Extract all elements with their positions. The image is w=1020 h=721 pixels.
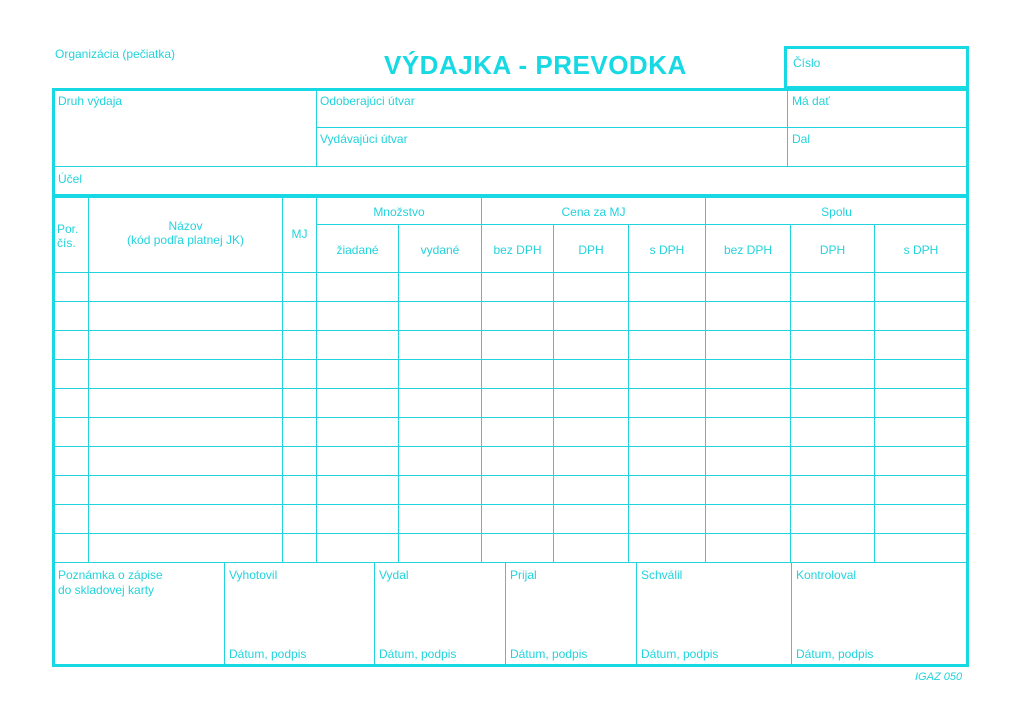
footer-divider	[374, 562, 375, 665]
sub-price-excl-label: bez DPH	[493, 243, 542, 257]
group-price-label: Cena za MJ	[561, 205, 626, 219]
sub-requested-label: žiadané	[336, 243, 379, 257]
prepared-label: Vyhotovil	[229, 568, 278, 582]
footer-divider	[505, 562, 506, 665]
col-no-label-2: čís.	[57, 236, 76, 250]
table-column-divider	[282, 197, 283, 562]
form-code: IGAZ 050	[915, 671, 963, 683]
table-row	[54, 330, 967, 331]
info-divider	[316, 127, 967, 128]
sub-total-excl-label: bez DPH	[723, 243, 773, 257]
note-label-2: do skladovej karty	[58, 583, 155, 597]
table-row	[54, 533, 967, 534]
info-divider	[787, 90, 788, 166]
approved-label: Schválil	[641, 568, 683, 582]
col-no-label: Por.	[57, 222, 79, 236]
debit-label: Má dať	[792, 94, 830, 108]
items-table	[52, 195, 969, 667]
footer-divider	[791, 562, 792, 665]
table-row	[54, 446, 967, 447]
date-signature-label: Dátum, podpis	[229, 647, 307, 661]
sub-price-incl-label: s DPH	[649, 243, 685, 257]
date-signature-label: Dátum, podpis	[641, 647, 719, 661]
group-total-label: Spolu	[821, 205, 852, 219]
note-label: Poznámka o zápise	[58, 568, 163, 582]
receiving-unit-label: Odoberajúci útvar	[320, 94, 415, 108]
table-column-divider	[88, 197, 89, 562]
col-unit-label: MJ	[291, 227, 308, 241]
table-column-divider	[398, 224, 399, 562]
footer-divider	[636, 562, 637, 665]
table-row	[54, 475, 967, 476]
form-title: VÝDAJKA - PREVODKA	[384, 50, 687, 80]
issued-label: Vydal	[379, 568, 409, 582]
col-name-label-2: (kód podľa platnej JK)	[127, 233, 244, 247]
table-header-divider	[316, 224, 967, 225]
table-row	[54, 417, 967, 418]
table-column-divider	[628, 224, 629, 562]
table-header-divider	[54, 272, 967, 273]
date-signature-label: Dátum, podpis	[510, 647, 588, 661]
credit-label: Dal	[792, 132, 811, 146]
col-name-label: Názov	[168, 219, 203, 233]
table-row	[54, 504, 967, 505]
sub-total-vat-label: DPH	[819, 243, 846, 257]
info-divider	[54, 166, 967, 167]
table-column-divider	[874, 224, 875, 562]
sub-issued-label: vydané	[420, 243, 460, 257]
issuing-unit-label: Vydávajúci útvar	[320, 132, 408, 146]
received-label: Prijal	[510, 568, 537, 582]
issue-type-label: Druh výdaja	[58, 94, 123, 108]
sub-price-vat-label: DPH	[578, 243, 604, 257]
purpose-label: Účel	[58, 172, 83, 186]
table-column-divider	[790, 224, 791, 562]
info-divider	[316, 90, 317, 166]
sub-total-incl-label: s DPH	[903, 243, 939, 257]
date-signature-label: Dátum, podpis	[796, 647, 874, 661]
table-row	[54, 301, 967, 302]
table-row	[54, 388, 967, 389]
info-section	[52, 88, 969, 197]
table-row	[54, 562, 967, 563]
checked-label: Kontroloval	[796, 568, 857, 582]
date-signature-label: Dátum, podpis	[379, 647, 457, 661]
footer-divider	[224, 562, 225, 665]
table-row	[54, 359, 967, 360]
group-quantity-label: Množstvo	[373, 205, 425, 219]
number-label: Číslo	[793, 56, 821, 70]
table-column-divider	[553, 224, 554, 562]
organization-label: Organizácia (pečiatka)	[55, 47, 176, 61]
